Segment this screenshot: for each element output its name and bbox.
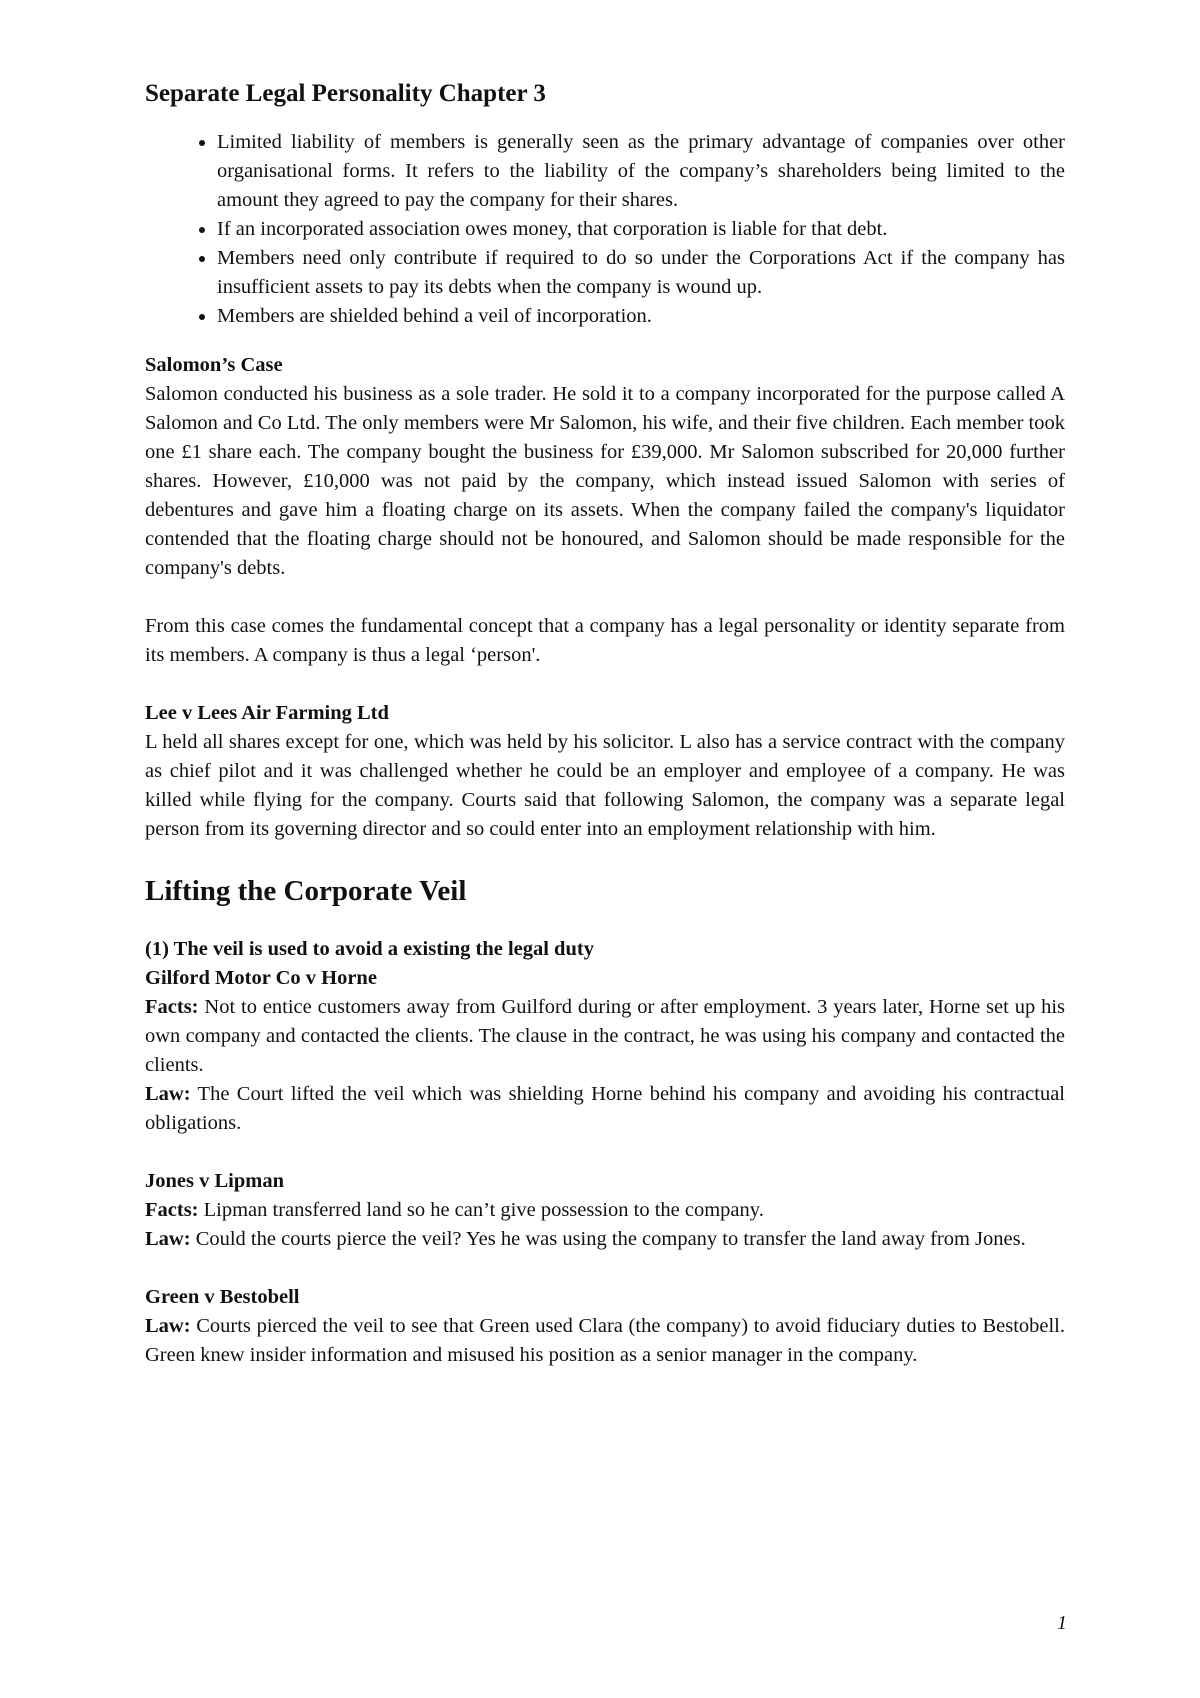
law-text: The Court lifted the veil which was shielding Horne behind his company and avoiding his contractual obligations. <box>145 1083 1065 1134</box>
facts-text: Lipman transferred land so he can’t give possession to the company. <box>198 1199 764 1221</box>
case-paragraph: L held all shares except for one, which was held by his solicitor. L also has a service contract with the company as chief pilot and it was challenged whether he could be an employer and employee of a company. He was killed while flying for the company. Courts said that following Salomon, the company was a separate legal person from its governing director and so could enter into an employment relationship with him. <box>145 731 1065 840</box>
bullet-list <box>145 128 1065 331</box>
section-subheading: (1) The veil is used to avoid a existing the legal duty <box>145 938 594 960</box>
law-paragraph <box>145 1080 1065 1138</box>
law-label: Law: <box>145 1228 191 1250</box>
jones-case-section <box>145 1167 1065 1254</box>
bullet-item: • If an incorporated association owes money, that corporation is liable for that debt. <box>217 215 1065 244</box>
case-heading: Jones v Lipman <box>145 1170 284 1192</box>
case-heading: Gilford Motor Co v Horne <box>145 967 377 989</box>
facts-label: Facts: <box>145 996 199 1018</box>
section-title: Lifting the Corporate Veil <box>145 875 467 907</box>
case-heading: Salomon’s Case <box>145 354 283 376</box>
facts-label: Facts: <box>145 1199 199 1221</box>
green-case-section <box>145 1283 1065 1370</box>
law-paragraph <box>145 1312 1065 1370</box>
case-paragraph: From this case comes the fundamental concept that a company has a legal personality or identity separate from its members. A company is thus a legal ‘person'. <box>145 615 1065 666</box>
law-text: Courts pierced the veil to see that Green used Clara (the company) to avoid fiduciary duties to Bestobell. Green knew insider information and misused his position as a senior manager in the company. <box>145 1315 1065 1366</box>
gilford-case-section <box>145 935 1065 1138</box>
law-label: Law: <box>145 1315 191 1337</box>
case-heading: Green v Bestobell <box>145 1286 300 1308</box>
facts-text: Not to entice customers away from Guilford during or after employment. 3 years later, Horne set up his own company and contacted the clients. The clause in the contract, he was using his company and contacted the clients. <box>145 996 1065 1076</box>
facts-paragraph <box>145 1196 1065 1225</box>
lee-case-section <box>145 699 1065 844</box>
bullet-item: • Limited liability of members is generally seen as the primary advantage of companies over other organisational forms. It refers to the liability of the company’s shareholders being limited to the amount they agreed to pay the company for their shares. <box>217 128 1065 215</box>
facts-paragraph <box>145 993 1065 1080</box>
law-text: Could the courts pierce the veil? Yes he was using the company to transfer the land away from Jones. <box>190 1228 1026 1250</box>
law-label: Law: <box>145 1083 191 1105</box>
law-paragraph <box>145 1225 1065 1254</box>
salomon-conclusion <box>145 612 1065 670</box>
document-page <box>145 78 1065 1399</box>
bullet-item: • Members need only contribute if required to do so under the Corporations Act if the company has insufficient assets to pay its debts when the company is wound up. <box>217 244 1065 302</box>
case-heading: Lee v Lees Air Farming Ltd <box>145 702 389 724</box>
page-number: 1 <box>1057 1612 1067 1634</box>
bullet-item: • Members are shielded behind a veil of incorporation. <box>217 302 1065 331</box>
document-title: Separate Legal Personality Chapter 3 <box>145 80 546 107</box>
salomon-case-section <box>145 351 1065 583</box>
case-paragraph: Salomon conducted his business as a sole trader. He sold it to a company incorporated for the purpose called A Salomon and Co Ltd. The only members were Mr Salomon, his wife, and their five children. Each member took one £1 share each. The company bought the business for £39,000. Mr Salomon subscribed for 20,000 further shares. However, £10,000 was not paid by the company, which instead issued Salomon with series of debentures and gave him a floating charge on its assets. When the company failed the company's liquidator contended that the floating charge should not be honoured, and Salomon should be made responsible for the company's debts. <box>145 383 1065 579</box>
